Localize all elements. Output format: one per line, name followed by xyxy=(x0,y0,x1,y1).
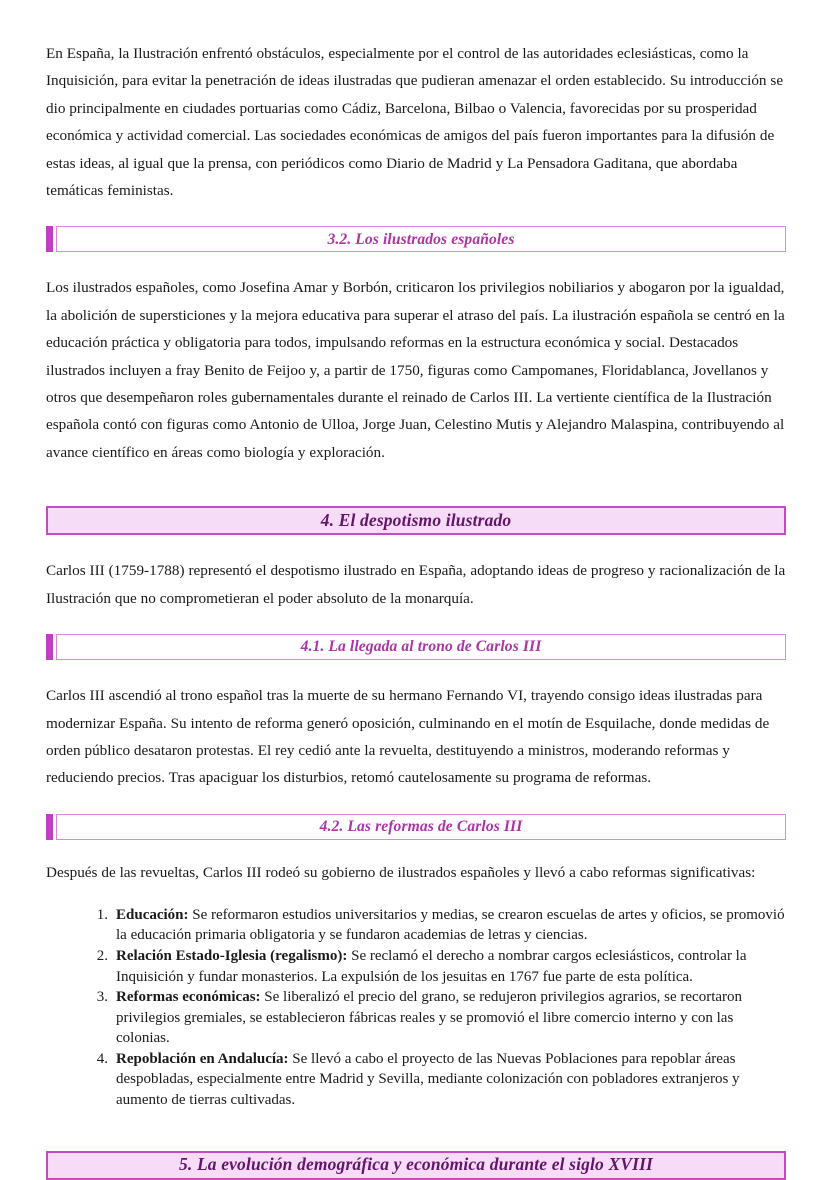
section-heading-label: 5. La evolución demográfica y económica durante el siglo XVIII xyxy=(179,1154,653,1175)
heading-accent-bar xyxy=(46,226,53,252)
subsection-heading-label: 3.2. Los ilustrados españoles xyxy=(327,230,515,248)
subsection-heading-3-2 xyxy=(46,226,786,252)
heading-accent-bar xyxy=(46,634,53,660)
list-item xyxy=(116,987,788,1049)
spacer xyxy=(46,612,788,634)
subsection-heading-label: 4.1. La llegada al trono de Carlos III xyxy=(300,638,542,656)
spacer xyxy=(46,252,788,274)
section-heading-label: 4. El despotismo ilustrado xyxy=(320,510,512,531)
list-item xyxy=(116,1049,788,1111)
heading-box xyxy=(56,634,786,660)
heading-box xyxy=(56,226,786,252)
paragraph-4: Carlos III (1759-1788) representó el despotismo ilustrado en España, adoptando ideas de progreso y racionalización de la Ilustración que no comprometieran el poder absoluto de la monarquía. xyxy=(46,562,786,607)
spacer xyxy=(46,840,788,862)
subsection-heading-4-1 xyxy=(46,634,786,660)
list-item-lead: Reformas económicas: xyxy=(116,989,261,1006)
document-content xyxy=(46,40,788,1180)
paragraph-3-2: Los ilustrados españoles, como Josefina Amar y Borbón, criticaron los privilegios nobiliarios y abogaron por la igualdad, la abolición de supersticiones y la mejora educativa para superar el atraso del país. La ilustración española se centró en la educación práctica y obligatoria para todos, impulsando reformas en la estructura económica y social. Destacados ilustrados incluyen a fray Benito de Feijoo y, a partir de 1750, figuras como Campomanes, Floridablanca, Jovellanos y otros que desempeñaron roles gubernamentales durante el reinado de Carlos III. La vertiente científica de la Ilustración española contó con figuras como Antonio de Ulloa, Jorge Juan, Celestino Mutis y Alejandro Malaspina, contribuyendo al avance científico en áreas como biología y exploración. xyxy=(46,279,785,461)
list-item-text: Se reformaron estudios universitarios y medias, se crearon escuelas de artes y oficios, se promovió la educación primaria obligatoria y se fundaron academias de letras y ciencias. xyxy=(116,906,785,944)
list-item-lead: Relación Estado-Iglesia (regalismo): xyxy=(116,947,348,964)
spacer xyxy=(46,792,788,814)
spacer xyxy=(46,535,788,557)
section-heading-4 xyxy=(46,506,786,535)
list-item-text: Se llevó a cabo el proyecto de las Nuevas Poblaciones para repoblar áreas despobladas, especialmente entre Madrid y Sevilla, mediante colonización con pobladores extranjeros y aumento de tierras cultivadas. xyxy=(116,1050,740,1109)
spacer xyxy=(46,204,788,226)
list-item-text: Se reclamó el derecho a nombrar cargos eclesiásticos, controlar la Inquisición y fundar monasterios. La expulsión de los jesuitas en 1767 fue parte de esta política. xyxy=(116,947,747,985)
list-item xyxy=(116,946,788,987)
subsection-heading-4-2 xyxy=(46,814,786,840)
subsection-heading-label: 4.2. Las reformas de Carlos III xyxy=(319,817,523,835)
reform-list xyxy=(46,905,788,1111)
list-item xyxy=(116,905,788,946)
list-item-lead: Repoblación en Andalucía: xyxy=(116,1050,289,1067)
spacer xyxy=(46,883,788,905)
intro-paragraph: En España, la Ilustración enfrentó obstáculos, especialmente por el control de las autoridades eclesiásticas, como la Inquisición, para evitar la penetración de ideas ilustradas que pudieran amenazar el orden establecido. Su introducción se dio principalmente en ciudades portuarias como Cádiz, Barcelona, Bilbao o Valencia, favorecidas por su prosperidad económica y actividad comercial. Las sociedades económicas de amigos del país fueron importantes para la difusión de estas ideas, al igual que la prensa, con periódicos como Diario de Madrid y La Pensadora Gaditana, que abordaba temáticas feministas. xyxy=(46,45,784,200)
heading-accent-bar xyxy=(46,814,53,840)
spacer xyxy=(46,466,788,506)
spacer xyxy=(46,1111,788,1151)
list-item-text: Se liberalizó el precio del grano, se redujeron privilegios agrarios, se recortaron privilegios gremiales, se establecieron fábricas reales y se promovió el libre comercio interno y con las colonias. xyxy=(116,989,743,1047)
section-heading-5 xyxy=(46,1151,786,1180)
heading-box xyxy=(56,814,786,840)
spacer xyxy=(46,660,788,682)
list-item-lead: Educación: xyxy=(116,906,189,923)
paragraph-4-2: Después de las revueltas, Carlos III rodeó su gobierno de ilustrados españoles y llevó a cabo reformas significativas: xyxy=(46,863,756,881)
paragraph-4-1: Carlos III ascendió al trono español tras la muerte de su hermano Fernando VI, trayendo consigo ideas ilustradas para modernizar España. Su intento de reforma generó oposición, culminando en el motín de Esquilache, donde medidas de orden público desataron protestas. El rey cedió ante la revuelta, destituyendo a ministros, moderando reformas y reduciendo precios. Tras apaciguar los disturbios, retomó cautelosamente su programa de reformas. xyxy=(46,687,770,787)
